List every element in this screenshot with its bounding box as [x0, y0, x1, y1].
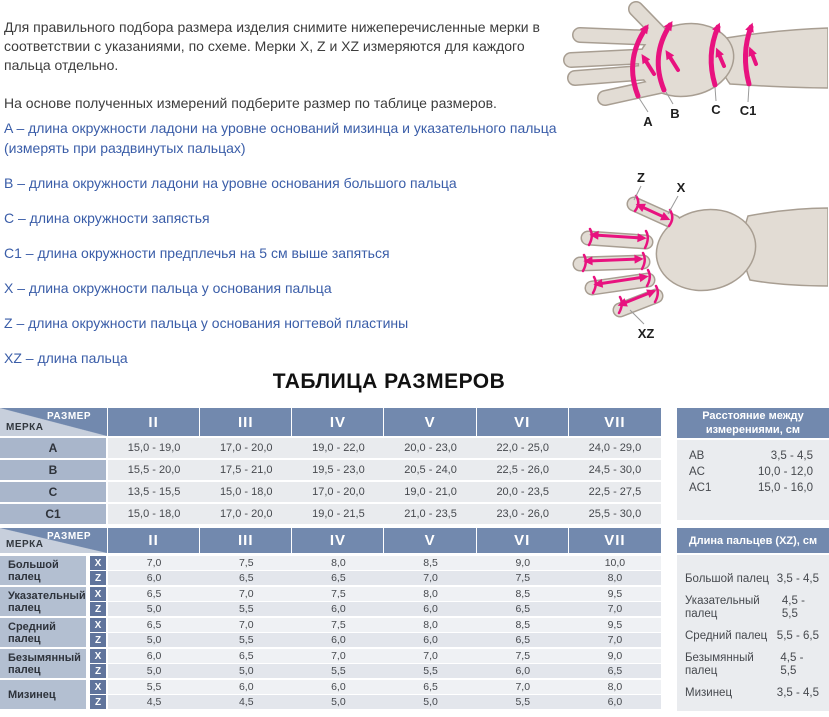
- measure-label-c1: C1: [739, 103, 757, 118]
- distance-label: AC: [689, 466, 705, 478]
- finger-name-cell: Средний палец: [0, 618, 88, 647]
- size-column-header: III: [200, 408, 292, 436]
- size-column-header: V: [384, 528, 476, 553]
- x-value-cell: 7,0: [477, 680, 569, 694]
- measurement-note: На основе полученных измерений подберите размер по таблице размеров.: [4, 95, 497, 111]
- size-range-cell: 17,0 - 20,0: [292, 482, 384, 502]
- measure-label-x: X: [676, 180, 686, 195]
- table-corner-cell: [0, 528, 108, 553]
- size-range-cell: 23,0 - 26,0: [477, 504, 569, 524]
- finger-table: [0, 528, 661, 711]
- x-value-cell: 7,0: [384, 649, 476, 663]
- finger-table-body: [0, 556, 661, 709]
- distance-panel-body: [677, 440, 829, 520]
- table-corner-cell: [0, 408, 108, 436]
- z-value-cell: 7,0: [569, 633, 661, 647]
- z-value-cell: 6,0: [384, 633, 476, 647]
- size-table-row: [0, 482, 661, 502]
- size-column-header: II: [108, 408, 200, 436]
- z-value-cell: 7,5: [477, 571, 569, 585]
- finger-length-value: 3,5 - 4,5: [776, 687, 819, 699]
- definition-item: B – длина окружности ладони на уровне основания большого пальца: [4, 175, 457, 191]
- measure-label-xz: XZ: [637, 326, 655, 341]
- z-badge: Z: [90, 571, 106, 585]
- z-value-cell: 5,5: [200, 602, 292, 616]
- x-value-cell: 7,5: [292, 618, 384, 632]
- x-value-cell: 6,0: [108, 649, 200, 663]
- measure-row-label: C1: [0, 504, 108, 524]
- size-column-header: V: [384, 408, 476, 436]
- z-value-cell: 5,5: [200, 633, 292, 647]
- x-value-cell: 8,5: [477, 587, 569, 601]
- intro-paragraph: Для правильного подбора размера изделия снимите нижеперечисленные мерки в соответствии с указаниями, по схеме. Мерки X, Z и XZ измеряются для каждого пальца отдельно.: [4, 19, 540, 73]
- hand-silhouette-icon: [571, 9, 828, 104]
- finger-group-row: [0, 649, 661, 678]
- corner-merka-label: МЕРКА: [6, 539, 44, 550]
- z-value-cell: 6,0: [108, 571, 200, 585]
- finger-measure-diagram: [558, 158, 828, 350]
- distance-value: 3,5 - 4,5: [770, 450, 813, 462]
- x-value-cell: 6,5: [108, 587, 200, 601]
- finger-length-row: [685, 573, 819, 586]
- z-value-cell: 6,0: [292, 602, 384, 616]
- x-value-cell: 6,0: [292, 680, 384, 694]
- finger-group-row: [0, 680, 661, 709]
- size-table-row: [0, 438, 661, 458]
- finger-length-row: [685, 652, 819, 678]
- z-value-cell: 7,0: [384, 571, 476, 585]
- finger-length-label: Мизинец: [685, 687, 733, 699]
- x-value-cell: 6,5: [384, 680, 476, 694]
- x-value-cell: 7,0: [200, 587, 292, 601]
- finger-length-label: Указательный палец: [685, 595, 760, 620]
- z-value-cell: 6,5: [569, 664, 661, 678]
- finger-length-value: 5,5 - 6,5: [776, 630, 819, 642]
- x-value-cell: 8,0: [569, 680, 661, 694]
- size-range-cell: 19,0 - 22,0: [292, 438, 384, 458]
- size-range-cell: 24,0 - 29,0: [569, 438, 661, 458]
- measure-label-b: B: [670, 106, 680, 121]
- finger-table-header: [0, 528, 661, 553]
- measure-row-label: A: [0, 438, 108, 458]
- x-value-cell: 8,0: [292, 556, 384, 570]
- distance-value: 10,0 - 12,0: [758, 466, 813, 478]
- size-range-cell: 19,5 - 23,0: [292, 460, 384, 480]
- x-value-cell: 6,0: [200, 680, 292, 694]
- size-range-cell: 20,0 - 23,5: [477, 482, 569, 502]
- z-value-cell: 4,5: [200, 695, 292, 709]
- corner-merka-label: МЕРКА: [6, 422, 44, 433]
- size-range-cell: 15,0 - 18,0: [200, 482, 292, 502]
- definition-item: Z – длина окружности пальца у основания ногтевой пластины: [4, 315, 409, 331]
- size-range-cell: 15,0 - 18,0: [108, 504, 200, 524]
- distance-row: [689, 464, 813, 480]
- distance-value: 15,0 - 16,0: [758, 482, 813, 494]
- size-table-row: [0, 460, 661, 480]
- x-value-cell: 8,5: [384, 556, 476, 570]
- size-column-header: VII: [569, 408, 661, 436]
- z-value-cell: 4,5: [108, 695, 200, 709]
- size-column-header: VI: [477, 408, 569, 436]
- z-value-cell: 5,0: [384, 695, 476, 709]
- size-table-body: [0, 438, 661, 524]
- definition-item: XZ – длина пальца: [4, 350, 128, 366]
- finger-length-panel-header: Длина пальцев (XZ), см: [677, 528, 829, 553]
- x-value-cell: 7,0: [200, 618, 292, 632]
- finger-length-label: Большой палец: [685, 573, 769, 585]
- z-value-cell: 6,0: [569, 695, 661, 709]
- size-column-header: VII: [569, 528, 661, 553]
- size-column-header: IV: [292, 408, 384, 436]
- finger-length-row: [685, 630, 819, 643]
- size-range-cell: 19,0 - 21,5: [292, 504, 384, 524]
- size-range-cell: 17,5 - 21,0: [200, 460, 292, 480]
- definition-item: C – длина окружности запястья: [4, 210, 210, 226]
- z-value-cell: 5,0: [108, 664, 200, 678]
- x-value-cell: 9,0: [569, 649, 661, 663]
- size-range-cell: 25,5 - 30,0: [569, 504, 661, 524]
- definition-item: A – длина окружности ладони на уровне оснований мизинца и указательного пальца (измерять при раздвинутых пальцах): [4, 120, 557, 156]
- x-badge: X: [90, 680, 106, 694]
- size-range-cell: 15,0 - 19,0: [108, 438, 200, 458]
- finger-name-cell: Безымянный палец: [0, 649, 88, 678]
- x-value-cell: 8,0: [384, 618, 476, 632]
- x-value-cell: 8,0: [384, 587, 476, 601]
- x-value-cell: 7,5: [200, 556, 292, 570]
- definition-item: X – длина окружности пальца у основания пальца: [4, 280, 332, 296]
- x-value-cell: 9,5: [569, 587, 661, 601]
- finger-length-row: [685, 595, 819, 621]
- size-column-header: III: [200, 528, 292, 553]
- x-value-cell: 5,5: [108, 680, 200, 694]
- x-value-cell: 6,5: [108, 618, 200, 632]
- size-range-cell: 20,5 - 24,0: [384, 460, 476, 480]
- x-value-cell: 7,0: [108, 556, 200, 570]
- finger-length-label: Безымянный палец: [685, 652, 754, 677]
- distance-panel-header: Расстояние между измерениями, см: [677, 408, 829, 438]
- z-value-cell: 5,0: [108, 602, 200, 616]
- size-range-cell: 17,0 - 20,0: [200, 504, 292, 524]
- size-range-cell: 22,5 - 26,0: [477, 460, 569, 480]
- size-column-header: VI: [477, 528, 569, 553]
- corner-size-label: РАЗМЕР: [47, 531, 91, 542]
- finger-name-cell: Большой палец: [0, 556, 88, 585]
- size-range-cell: 21,0 - 23,5: [384, 504, 476, 524]
- z-value-cell: 5,0: [108, 633, 200, 647]
- size-column-header: II: [108, 528, 200, 553]
- x-value-cell: 7,5: [292, 587, 384, 601]
- x-value-cell: 9,0: [477, 556, 569, 570]
- x-value-cell: 8,5: [477, 618, 569, 632]
- measure-label-c: C: [711, 102, 721, 117]
- z-value-cell: 5,0: [292, 695, 384, 709]
- x-badge: X: [90, 556, 106, 570]
- z-badge: Z: [90, 602, 106, 616]
- z-badge: Z: [90, 633, 106, 647]
- finger-group-row: [0, 556, 661, 585]
- z-value-cell: 7,0: [569, 602, 661, 616]
- x-value-cell: 10,0: [569, 556, 661, 570]
- x-value-cell: 9,5: [569, 618, 661, 632]
- finger-group-row: [0, 618, 661, 647]
- z-value-cell: 6,0: [477, 664, 569, 678]
- x-value-cell: 6,5: [200, 649, 292, 663]
- z-value-cell: 6,5: [477, 633, 569, 647]
- size-column-header: IV: [292, 528, 384, 553]
- size-range-cell: 15,5 - 20,0: [108, 460, 200, 480]
- size-table-header: [0, 408, 661, 436]
- finger-length-value: 4,5 - 5,5: [780, 652, 804, 677]
- definition-item: C1 – длина окружности предплечья на 5 см выше запяться: [4, 245, 390, 261]
- x-badge: X: [90, 618, 106, 632]
- z-value-cell: 5,5: [384, 664, 476, 678]
- measure-row-label: C: [0, 482, 108, 502]
- finger-length-value: 3,5 - 4,5: [776, 573, 819, 585]
- measurement-definitions: [4, 118, 566, 383]
- finger-length-value: 4,5 - 5,5: [781, 595, 805, 620]
- z-value-cell: 5,0: [200, 664, 292, 678]
- finger-name-cell: Мизинец: [0, 680, 88, 709]
- distance-row: [689, 480, 813, 496]
- finger-length-panel-body: [677, 555, 829, 711]
- measure-row-label: B: [0, 460, 108, 480]
- finger-length-panel: [677, 528, 829, 711]
- z-value-cell: 6,5: [292, 571, 384, 585]
- x-value-cell: 7,5: [477, 649, 569, 663]
- x-badge: X: [90, 587, 106, 601]
- z-value-cell: 6,0: [384, 602, 476, 616]
- z-value-cell: 6,5: [200, 571, 292, 585]
- size-range-cell: 17,0 - 20,0: [200, 438, 292, 458]
- size-range-cell: 24,5 - 30,0: [569, 460, 661, 480]
- x-badge: X: [90, 649, 106, 663]
- hand-silhouette-icon: [580, 200, 828, 310]
- z-value-cell: 5,5: [477, 695, 569, 709]
- size-range-cell: 13,5 - 15,5: [108, 482, 200, 502]
- x-value-cell: 7,0: [292, 649, 384, 663]
- measure-label-a: A: [643, 114, 653, 129]
- z-badge: Z: [90, 664, 106, 678]
- finger-length-label: Средний палец: [685, 630, 768, 642]
- hand-circumference-diagram: [558, 0, 828, 158]
- size-table-row: [0, 504, 661, 524]
- measure-label-z: Z: [637, 170, 645, 185]
- size-table: [0, 408, 661, 526]
- size-range-cell: 20,0 - 23,0: [384, 438, 476, 458]
- distance-label: AB: [689, 450, 705, 462]
- size-range-cell: 22,5 - 27,5: [569, 482, 661, 502]
- finger-name-cell: Указательный палец: [0, 587, 88, 616]
- distance-panel: [677, 408, 829, 520]
- size-range-cell: 19,0 - 21,0: [384, 482, 476, 502]
- z-value-cell: 8,0: [569, 571, 661, 585]
- z-value-cell: 6,0: [292, 633, 384, 647]
- distance-row: [689, 448, 813, 464]
- size-table-title: ТАБЛИЦА РАЗМЕРОВ: [272, 370, 506, 393]
- corner-size-label: РАЗМЕР: [47, 411, 91, 422]
- size-range-cell: 22,0 - 25,0: [477, 438, 569, 458]
- distance-label: AC1: [689, 482, 712, 494]
- finger-group-row: [0, 587, 661, 616]
- z-value-cell: 6,5: [477, 602, 569, 616]
- z-badge: Z: [90, 695, 106, 709]
- finger-length-row: [685, 687, 819, 700]
- z-value-cell: 5,5: [292, 664, 384, 678]
